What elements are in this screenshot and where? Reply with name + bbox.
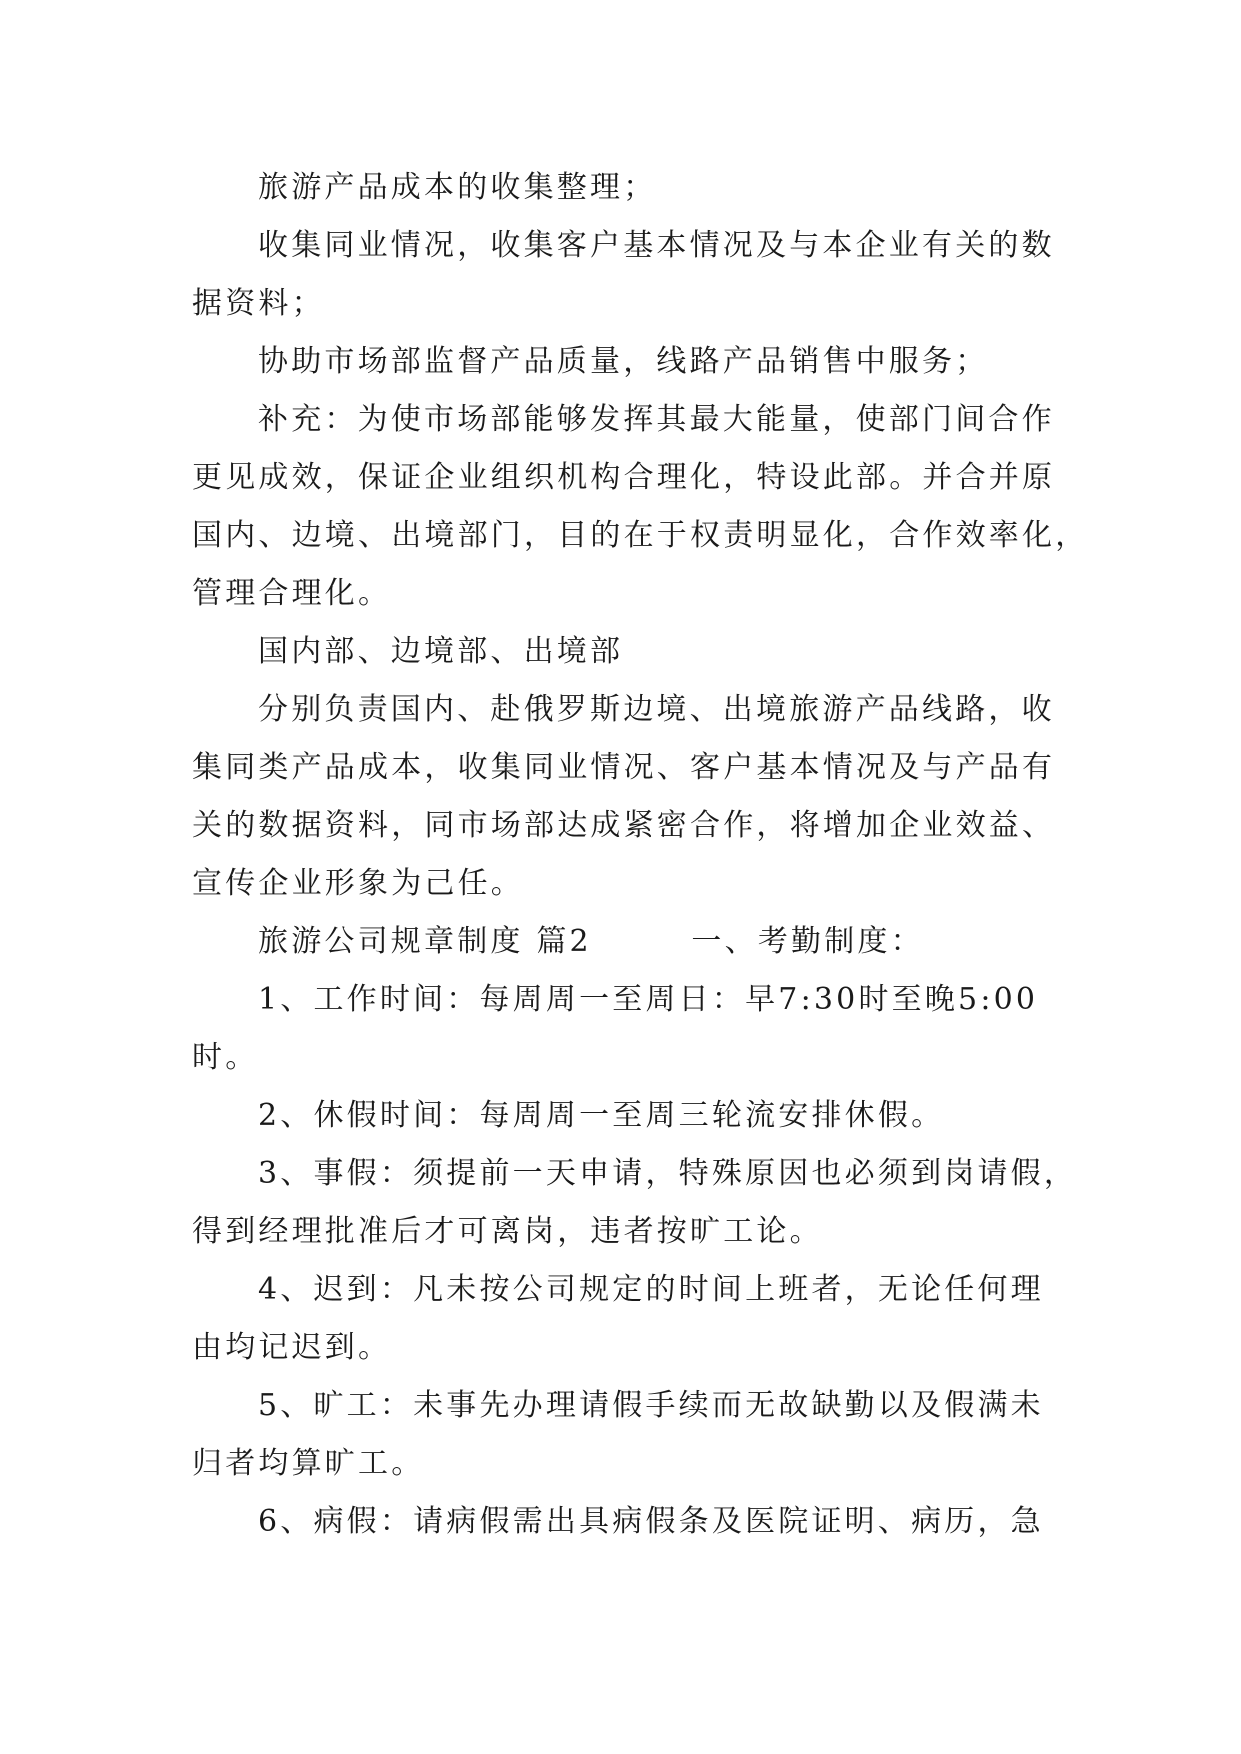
text-line: 时。: [192, 1040, 259, 1075]
text-line: 集同类产品成本，收集同业情况、客户基本情况及与产品有: [192, 750, 1056, 785]
text-line: 宣传企业形象为己任。: [192, 866, 524, 901]
text-line: 4、迟到：凡未按公司规定的时间上班者，无论任何理: [258, 1272, 1044, 1307]
text-line: 补充：为使市场部能够发挥其最大能量，使部门间合作: [258, 402, 1055, 437]
text-line: 得到经理批准后才可离岗，违者按旷工论。: [192, 1214, 823, 1249]
text-line: 更见成效，保证企业组织机构合理化，特设此部。并合并原: [192, 460, 1056, 495]
text-line: 由均记迟到。: [192, 1330, 392, 1365]
text-line: 关的数据资料，同市场部达成紧密合作，将增加企业效益、: [192, 808, 1056, 843]
text-line: 5、旷工：未事先办理请假手续而无故缺勤以及假满未: [258, 1388, 1044, 1423]
text-line: 协助市场部监督产品质量，线路产品销售中服务；: [258, 344, 989, 379]
text-line: 国内、边境、出境部门，目的在于权责明显化，合作效率化，: [192, 518, 1089, 553]
section-heading: 国内部、边境部、出境部: [258, 634, 624, 669]
text-line: 分别负责国内、赴俄罗斯边境、出境旅游产品线路，收: [258, 692, 1055, 727]
text-line: 归者均算旷工。: [192, 1446, 425, 1481]
text-line: 6、病假：请病假需出具病假条及医院证明、病历，急: [258, 1504, 1044, 1539]
text-line: 据资料；: [192, 286, 325, 321]
text-line: 3、事假：须提前一天申请，特殊原因也必须到岗请假，: [258, 1156, 1078, 1191]
text-line: 收集同业情况，收集客户基本情况及与本企业有关的数: [258, 228, 1055, 263]
section-heading: 旅游公司规章制度 篇2 一、考勤制度：: [258, 924, 924, 959]
text-line: 1、工作时间：每周周一至周日：早7:30时至晚5:00: [258, 982, 1039, 1017]
text-line: 管理合理化。: [192, 576, 392, 611]
text-line: 旅游产品成本的收集整理；: [258, 170, 657, 205]
text-line: 2、休假时间：每周周一至周三轮流安排休假。: [258, 1098, 945, 1133]
